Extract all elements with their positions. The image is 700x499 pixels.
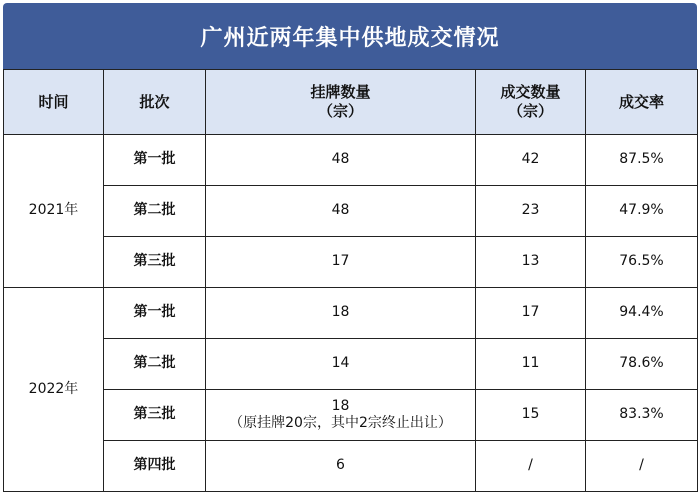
sold-cell: 13 [476, 237, 586, 288]
listed-cell: 14 [206, 339, 476, 390]
table-title: 广州近两年集中供地成交情况 [3, 3, 697, 69]
batch-cell: 第三批 [104, 390, 206, 441]
table-row [4, 135, 698, 186]
batch-cell: 第三批 [104, 237, 206, 288]
table-row [4, 390, 698, 441]
header-batch: 批次 [104, 70, 206, 135]
sold-cell: / [476, 441, 586, 492]
table-row [4, 237, 698, 288]
rate-cell: 76.5% [586, 237, 698, 288]
listed-note: （原挂牌20宗，其中2宗终止出让） [229, 415, 452, 431]
table-row [4, 288, 698, 339]
batch-cell: 第四批 [104, 441, 206, 492]
rate-cell: 87.5% [586, 135, 698, 186]
listed-cell: 48 [206, 186, 476, 237]
sold-cell: 15 [476, 390, 586, 441]
header-listed-label: 挂牌数量 [310, 83, 371, 102]
header-sold-unit: （宗） [507, 102, 553, 120]
batch-cell: 第一批 [104, 288, 206, 339]
land-supply-table [3, 69, 698, 492]
listed-cell [206, 390, 476, 441]
listed-cell: 18 [206, 288, 476, 339]
header-sold [476, 70, 586, 135]
listed-value: 18 [331, 397, 350, 414]
sold-cell: 11 [476, 339, 586, 390]
table-row [4, 186, 698, 237]
header-sold-label: 成交数量 [500, 83, 561, 102]
table-row [4, 441, 698, 492]
rate-cell: 78.6% [586, 339, 698, 390]
header-listed [206, 70, 476, 135]
header-listed-unit: （宗） [317, 102, 363, 120]
table-row [4, 339, 698, 390]
listed-cell: 6 [206, 441, 476, 492]
header-time: 时间 [4, 70, 104, 135]
rate-cell: 47.9% [586, 186, 698, 237]
year-cell: 2022年 [4, 288, 104, 492]
rate-cell: 94.4% [586, 288, 698, 339]
header-rate: 成交率 [586, 70, 698, 135]
sold-cell: 23 [476, 186, 586, 237]
year-cell: 2021年 [4, 135, 104, 288]
listed-cell: 17 [206, 237, 476, 288]
sold-cell: 42 [476, 135, 586, 186]
sold-cell: 17 [476, 288, 586, 339]
rate-cell: 83.3% [586, 390, 698, 441]
rate-cell: / [586, 441, 698, 492]
batch-cell: 第二批 [104, 339, 206, 390]
listed-cell: 48 [206, 135, 476, 186]
batch-cell: 第一批 [104, 135, 206, 186]
batch-cell: 第二批 [104, 186, 206, 237]
header-row [4, 70, 698, 135]
